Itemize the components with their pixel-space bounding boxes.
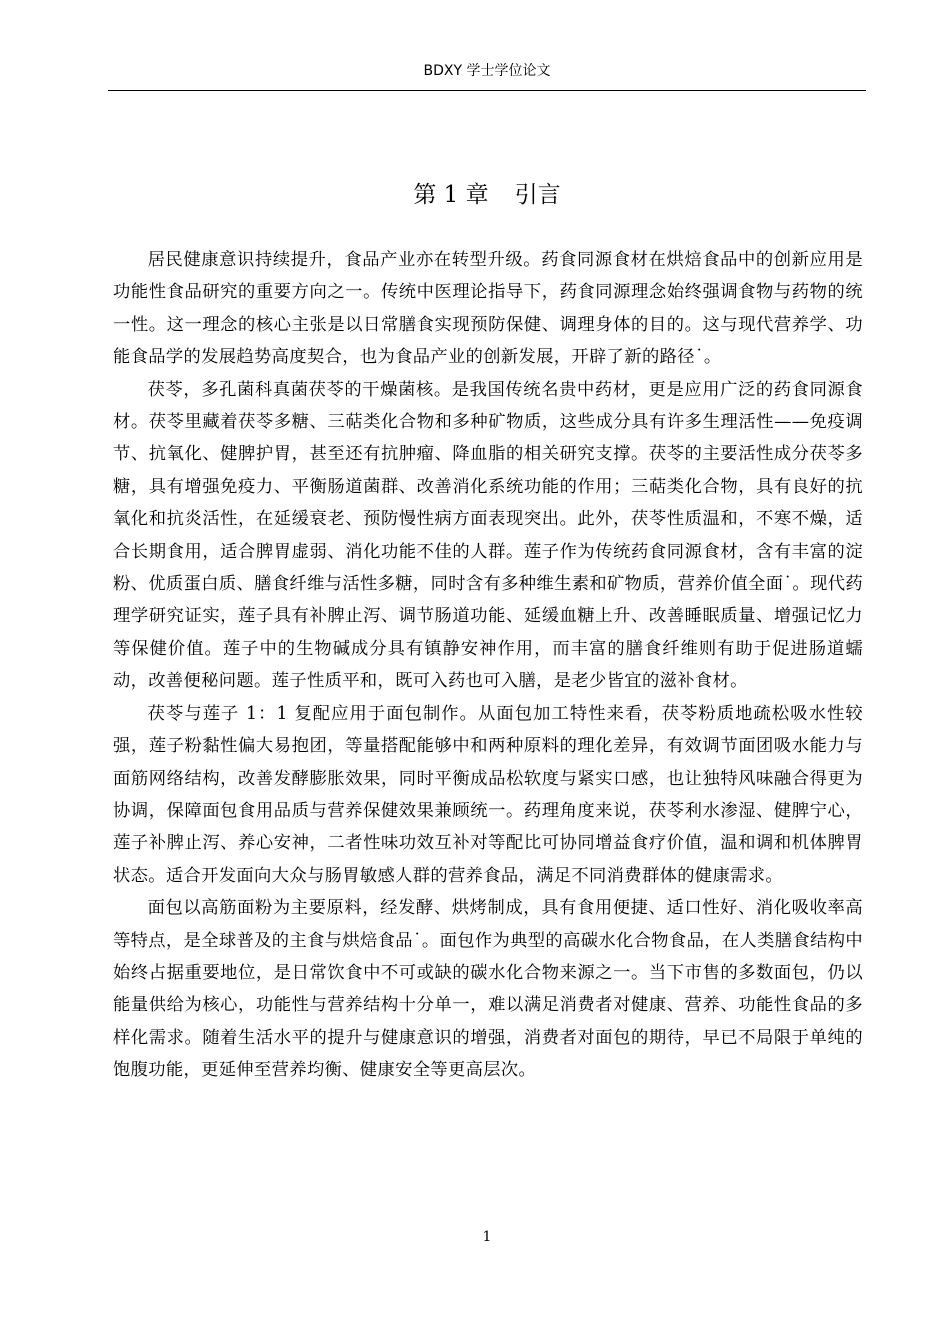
body-text (113, 244, 863, 1087)
chapter-title (108, 180, 866, 210)
page-number: 1 (482, 1229, 492, 1245)
paragraph: 面包以高筋面粉为主要原料，经发酵、烘烤制成，具有食用便捷、适口性好、消化吸收率高等特点，是全球普及的主食与烘焙食品˙。面包作为典型的高碳水化合物食品，在人类膳食结构中始终占据重要地位，是日常饮食中不可或缺的碳水化合物来源之一。当下市售的多数面包，仍以能量供给为核心，功能性与营养结构十分单一，难以满足消费者对健康、营养、功能性食品的多样化需求。随着生活水平的提升与健康意识的增强，消费者对面包的期待，早已不局限于单纯的饱腹功能，更延伸至营养均衡、健康安全等更高层次。 (113, 898, 863, 1081)
header-rule (108, 90, 866, 91)
paragraph: 茯苓，多孔菌科真菌茯苓的干燥菌核。是我国传统名贵中药材，更是应用广泛的药食同源食材。茯苓里藏着茯苓多糖、三萜类化合物和多种矿物质，这些成分具有许多生理活性——免疫调节、抗氧化、健脾护胃，甚至还有抗肿瘤、降血脂的相关研究支撑。茯苓的主要活性成分茯苓多糖，具有增强免疫力、平衡肠道菌群、改善消化系统功能的作用；三萜类化合物，具有良好的抗氧化和抗炎活性，在延缓衰老、预防慢性病方面表现突出。此外，茯苓性质温和，不寒不燥，适合长期食用，适合脾胃虚弱、消化功能不佳的人群。莲子作为传统药食同源食材，含有丰富的淀粉、优质蛋白质、膳食纤维与活性多糖，同时含有多种维生素和矿物质，营养价值全面˙。现代药理学研究证实，莲子具有补脾止泻、调节肠道功能、延缓血糖上升、改善睡眠质量、增强记忆力等保健价值。莲子中的生物碱成分具有镇静安神作用，而丰富的膳食纤维则有助于促进肠道蠕动，改善便秘问题。莲子性质平和，既可入药也可入膳，是老少皆宜的滋补食材。 (113, 379, 863, 692)
paragraph: 茯苓与莲子 1：1 复配应用于面包制作。从面包加工特性来看，茯苓粉质地疏松吸水性较强，莲子粉黏性偏大易抱团，等量搭配能够中和两种原料的理化差异，有效调节面团吸水能力与面筋网络结构，改善发酵膨胀效果，同时平衡成品松软度与紧实口感，也让独特风味融合得更为协调，保障面包食用品质与营养保健效果兼顾统一。药理角度来说，茯苓利水渗湿、健脾宁心，莲子补脾止泻、养心安神，二者性味功效互补对等配比可协同增益食疗价值，温和调和机体脾胃状态。适合开发面向大众与肠胃敏感人群的营养食品，满足不同消费群体的健康需求。 (113, 703, 863, 886)
paragraph: 居民健康意识持续提升，食品产业亦在转型升级。药食同源食材在烘焙食品中的创新应用是功能性食品研究的重要方向之一。传统中医理论指导下，药食同源理念始终强调食物与药物的统一性。这一理念的核心主张是以日常膳食实现预防保健、调理身体的目的。这与现代营养学、功能食品学的发展趋势高度契合，也为食品产业的创新发展，开辟了新的路径˙。 (113, 250, 863, 368)
chapter-title-text: 引言 (514, 182, 561, 208)
chapter-number: 第 1 章 (413, 182, 489, 208)
page-header: BDXY 学士学位论文 (423, 63, 551, 79)
